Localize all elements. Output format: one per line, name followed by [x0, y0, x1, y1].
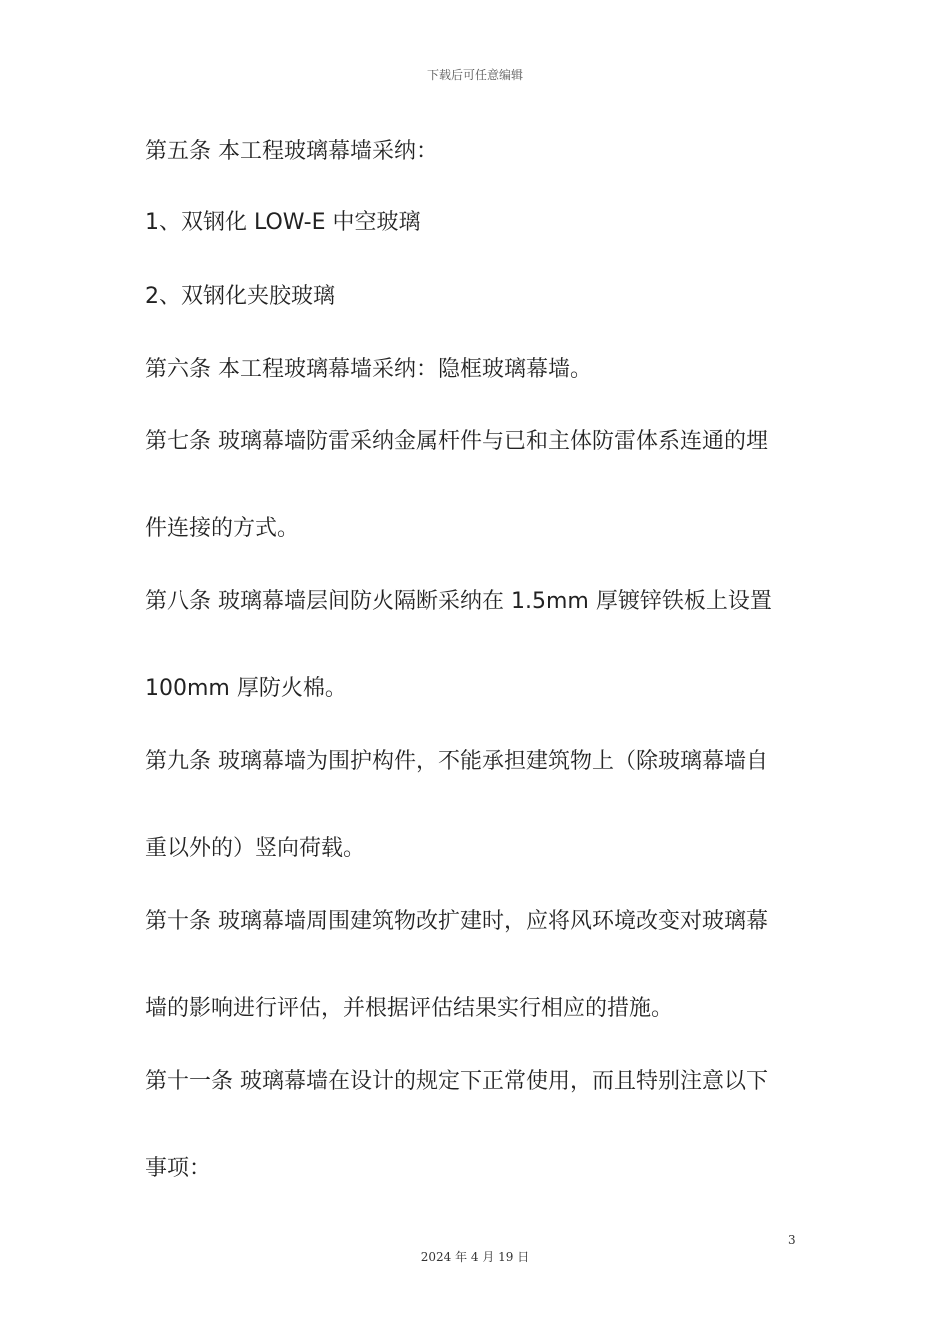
page-header: 下载后可任意编辑 — [426, 68, 523, 82]
page-number: 3 — [788, 1233, 796, 1247]
text-line: 墙的影响进行评估，并根据评估结果实行相应的措施。 — [145, 996, 674, 1021]
text-line: 第五条 本工程玻璃幕墙采纳： — [145, 139, 438, 164]
text-line: 第六条 本工程玻璃幕墙采纳：隐框玻璃幕墙。 — [145, 357, 592, 382]
text-line: 2、双钢化夹胶玻璃 — [145, 284, 335, 309]
text-line: 件连接的方式。 — [145, 516, 300, 541]
text-line: 1、双钢化 LOW-E 中空玻璃 — [145, 210, 421, 235]
text-line: 第十条 玻璃幕墙周围建筑物改扩建时，应将风环境改变对玻璃幕 — [145, 909, 768, 934]
text-line: 重以外的）竖向荷载。 — [145, 836, 366, 861]
text-line: 100mm 厚防火棉。 — [145, 676, 347, 701]
text-line: 事项： — [145, 1156, 212, 1181]
text-line: 第十一条 玻璃幕墙在设计的规定下正常使用，而且特别注意以下 — [145, 1069, 768, 1094]
text-line: 第七条 玻璃幕墙防雷采纳金属杆件与已和主体防雷体系连通的埋 — [145, 429, 768, 454]
footer-date: 2024 年 4 月 19 日 — [420, 1250, 530, 1264]
text-line: 第八条 玻璃幕墙层间防火隔断采纳在 1.5mm 厚镀锌铁板上设置 — [145, 589, 772, 614]
text-line: 第九条 玻璃幕墙为围护构件，不能承担建筑物上（除玻璃幕墙自 — [145, 749, 768, 774]
